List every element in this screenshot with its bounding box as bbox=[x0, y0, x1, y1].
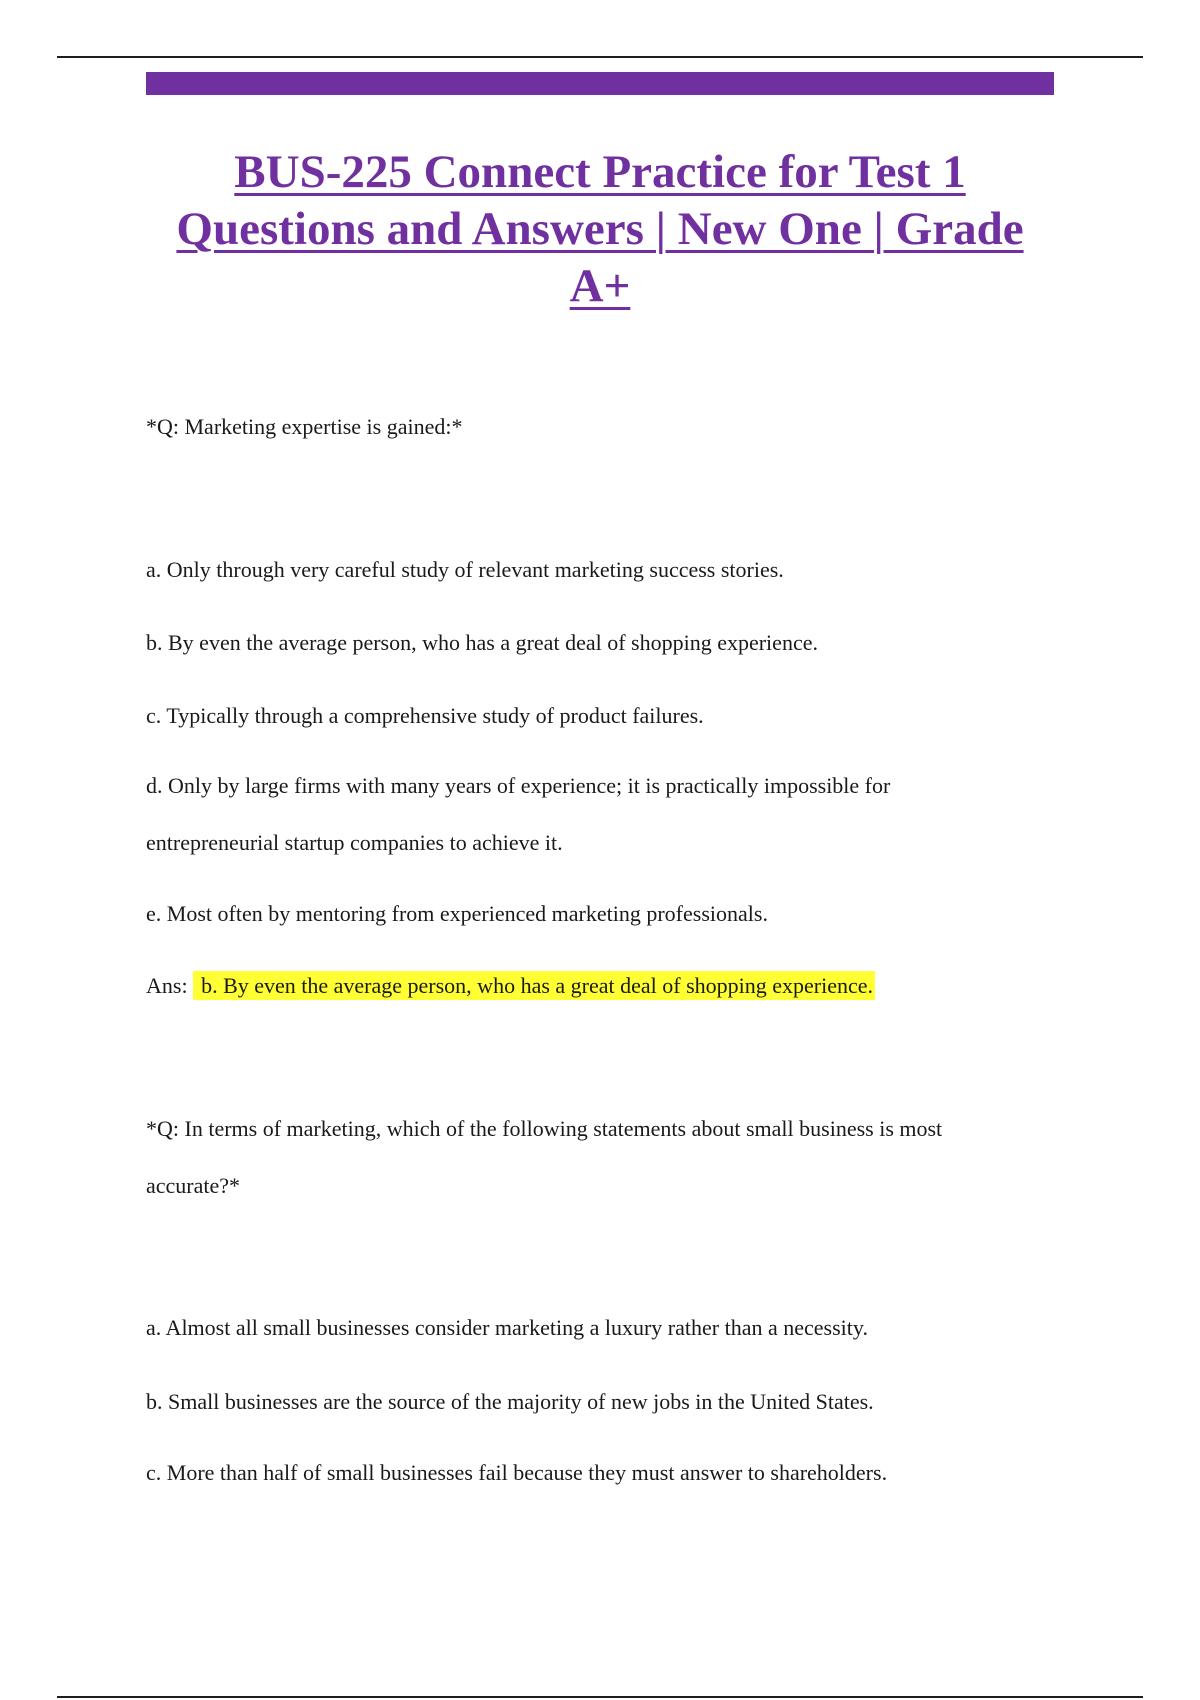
title-line-3: A+ bbox=[569, 260, 631, 312]
title-line-1: BUS-225 Connect Practice for Test 1 bbox=[234, 146, 966, 198]
question-2-prompt-continued: accurate?* bbox=[146, 1173, 241, 1198]
document-title bbox=[146, 144, 1054, 315]
question-2-prompt: *Q: In terms of marketing, which of the following statements about small business is most bbox=[146, 1116, 943, 1141]
accent-bar bbox=[146, 72, 1054, 95]
question-1-option-d: d. Only by large firms with many years of experience; it is practically impossible for bbox=[146, 773, 891, 798]
question-1-answer bbox=[146, 972, 875, 1000]
question-2-option-c: c. More than half of small businesses fail because they must answer to shareholders. bbox=[146, 1460, 888, 1485]
bottom-rule bbox=[57, 1696, 1143, 1698]
answer-label: Ans: bbox=[146, 973, 188, 998]
title-line-2: Questions and Answers | New One | Grade bbox=[176, 203, 1024, 255]
question-1-option-a: a. Only through very careful study of relevant marketing success stories. bbox=[146, 557, 784, 582]
question-1-prompt: *Q: Marketing expertise is gained:* bbox=[146, 414, 463, 439]
question-1-option-c: c. Typically through a comprehensive study of product failures. bbox=[146, 703, 704, 728]
answer-highlight: b. By even the average person, who has a great deal of shopping experience. bbox=[193, 971, 875, 1000]
top-rule bbox=[57, 56, 1143, 58]
question-1-option-d-continued: entrepreneurial startup companies to achieve it. bbox=[146, 830, 563, 855]
question-1-option-e: e. Most often by mentoring from experienced marketing professionals. bbox=[146, 901, 768, 926]
question-1-option-b: b. By even the average person, who has a great deal of shopping experience. bbox=[146, 630, 818, 655]
question-2-option-b: b. Small businesses are the source of the majority of new jobs in the United States. bbox=[146, 1389, 874, 1414]
question-2-option-a: a. Almost all small businesses consider marketing a luxury rather than a necessity. bbox=[146, 1315, 868, 1340]
